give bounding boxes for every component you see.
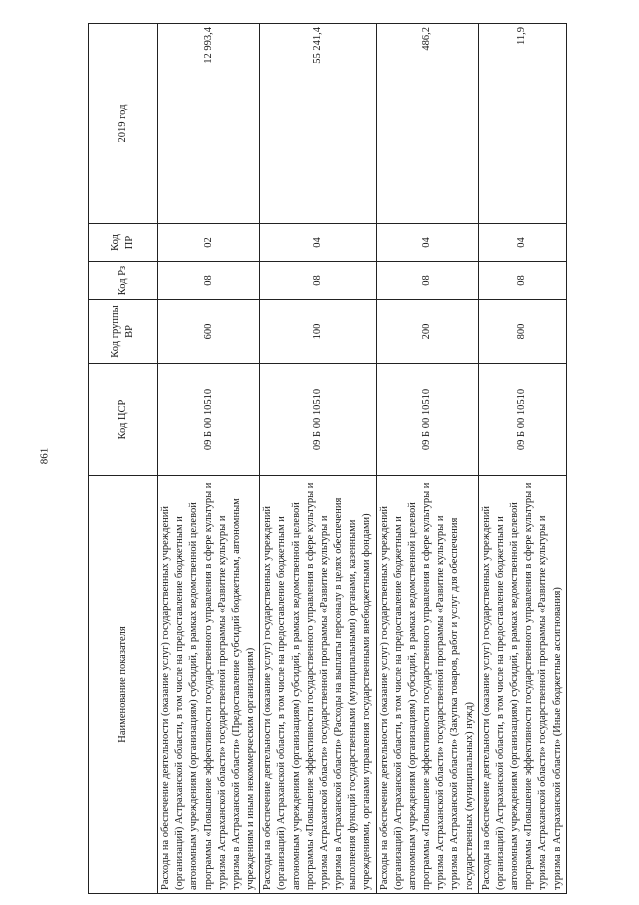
header-csr: Код ЦСР	[89, 364, 158, 476]
header-vr: Код группы ВР	[89, 300, 158, 364]
row-csr: 09 Б 00 10510	[478, 364, 566, 476]
table-row	[478, 24, 566, 894]
header-rz: Код Рз	[89, 262, 158, 300]
row-pr: 02	[158, 224, 260, 262]
row-pr: 04	[260, 224, 376, 262]
table-row	[260, 24, 376, 894]
row-name: Расходы на обеспечение деятельности (оказание услуг) государственных учреждений (организаций) Астраханской области, в том числе на предоставление бюджетным и автономным учреждениям (организациям) субсидий, в рамках ведомственной целевой программы «Повышение эффективности государственного управления в сфере культуры и туризма Астраханской области» государственной программы «Развитие культуры и туризма в Астраханской области» (Закупка товаров, работ и услуг для обеспечения государственных (муниципальных) нужд)	[376, 476, 478, 894]
table-row	[158, 24, 260, 894]
row-value: 55 241,4	[260, 24, 376, 224]
row-csr: 09 Б 00 10510	[158, 364, 260, 476]
row-value: 486,2	[376, 24, 478, 224]
budget-table	[88, 23, 567, 894]
row-name: Расходы на обеспечение деятельности (оказание услуг) государственных учреждений (организаций) Астраханской области, в том числе на предоставление бюджетным и автономным учреждениям (организациям) субсидий, в рамках ведомственной целевой программы «Повышение эффективности государственного управления в сфере культуры и туризма Астраханской области» государственной программы «Развитие культуры и туризма в Астраханской области» (Расходы на выплаты персоналу в целях обеспечения выполнения функций государственными (муниципальными) органами, казенными учреждениями, органами управления государственными внебюджетными фондами)	[260, 476, 376, 894]
row-vr: 100	[260, 300, 376, 364]
row-rz: 08	[478, 262, 566, 300]
row-csr: 09 Б 00 10510	[376, 364, 478, 476]
page-number: 861	[38, 447, 51, 465]
row-name: Расходы на обеспечение деятельности (оказание услуг) государственных учреждений (организаций) Астраханской области, в том числе на предоставление бюджетным и автономным учреждениям (организациям) субсидий, в рамках ведомственной целевой программы «Повышение эффективности государственного управления в сфере культуры и туризма Астраханской области» государственной программы «Развитие культуры и туризма в Астраханской области» (Иные бюджетные ассигнования)	[478, 476, 566, 894]
row-rz: 08	[260, 262, 376, 300]
row-pr: 04	[478, 224, 566, 262]
row-vr: 600	[158, 300, 260, 364]
table-header-row	[89, 24, 158, 894]
header-pr: Код ПР	[89, 224, 158, 262]
row-vr: 800	[478, 300, 566, 364]
row-name: Расходы на обеспечение деятельности (оказание услуг) государственных учреждений (организаций) Астраханской области, в том числе на предоставление бюджетным и автономным учреждениям (организациям) субсидий, в рамках ведомственной целевой программы «Повышение эффективности государственного управления в сфере культуры и туризма Астраханской области» государственной программы «Развитие культуры и туризма в Астраханской области» (Предоставление субсидий бюджетным, автономным учреждениям и иным некоммерческим организациям)	[158, 476, 260, 894]
row-value: 11,9	[478, 24, 566, 224]
row-rz: 08	[158, 262, 260, 300]
rotated-page-content	[88, 24, 639, 894]
table-row	[376, 24, 478, 894]
row-rz: 08	[376, 262, 478, 300]
row-value: 12 993,4	[158, 24, 260, 224]
header-year: 2019 год	[89, 24, 158, 224]
row-vr: 200	[376, 300, 478, 364]
row-pr: 04	[376, 224, 478, 262]
row-csr: 09 Б 00 10510	[260, 364, 376, 476]
header-name: Наименование показателя	[89, 476, 158, 894]
